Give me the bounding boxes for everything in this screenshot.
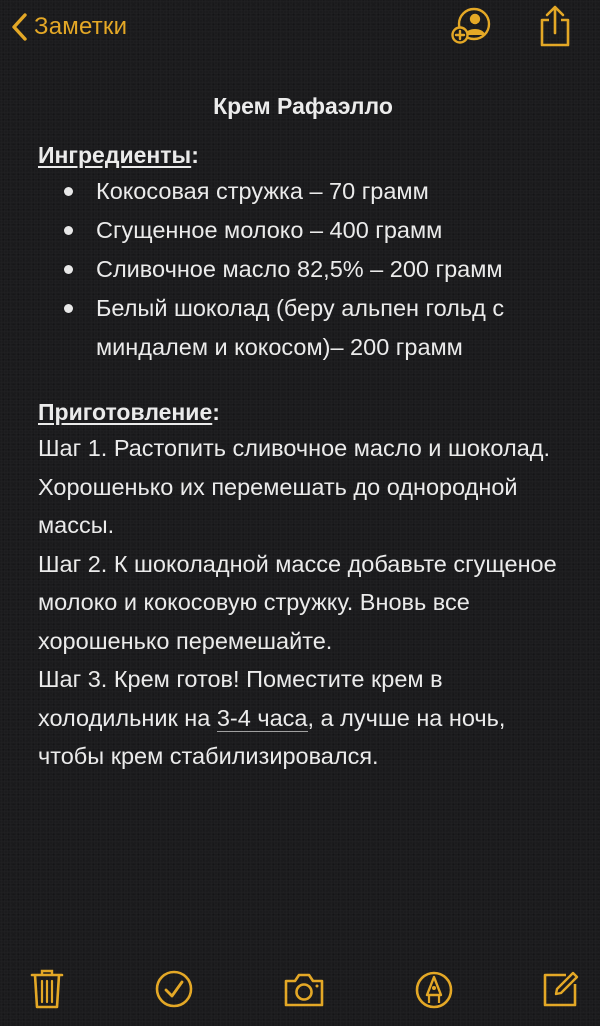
back-label: Заметки [34, 13, 128, 40]
preparation-heading [38, 397, 578, 427]
bottom-toolbar [0, 960, 600, 1020]
preparation-heading-colon: : [212, 399, 220, 425]
step-1: Шаг 1. Растопить сливочное масло и шоколад. Хорошенько их перемешать до однородной массы. [38, 435, 551, 538]
back-button[interactable] [10, 9, 127, 45]
camera-icon[interactable] [281, 970, 327, 1010]
step-3-text-end: , а лучше на ночь, чтобы крем стабилизировался. [38, 704, 506, 769]
step-2: Шаг 2. К шоколадной массе добавьте сгущеное молоко и кокосовую стружку. Вновь все хорошенько перемешайте. [38, 550, 557, 654]
trash-icon[interactable] [28, 966, 66, 1012]
list-item: Кокосовая стружка – 70 грамм [38, 172, 578, 211]
time-link[interactable]: 3-4 часа [216, 704, 308, 731]
list-item: Белый шоколад (беру альпен гольд с миндалем и кокосом)– 200 грамм [38, 289, 578, 367]
chevron-left-icon [10, 12, 30, 42]
ingredients-heading-text: Ингредиенты [38, 142, 192, 168]
checkmark-circle-icon[interactable] [153, 968, 195, 1010]
note-title: Крем Рафаэлло [213, 93, 393, 119]
compose-icon[interactable] [540, 968, 582, 1010]
share-icon[interactable] [535, 4, 575, 48]
navigation-bar [0, 0, 600, 56]
ingredients-heading-colon: : [191, 142, 199, 168]
preparation-heading-text: Приготовление [38, 399, 213, 425]
step-3 [38, 660, 578, 776]
step-3-text-start: Шаг 3. Крем готов! Поместите крем в холодильник на [38, 666, 443, 731]
list-item: Сливочное масло 82,5% – 200 грамм [38, 250, 578, 289]
ingredients-list [38, 172, 578, 367]
add-person-icon[interactable] [448, 6, 496, 46]
pen-circle-icon[interactable] [412, 968, 456, 1012]
note-body[interactable] [38, 88, 578, 776]
list-item: Сгущенное молоко – 400 грамм [38, 211, 578, 250]
preparation-steps [38, 429, 578, 776]
ingredients-heading [38, 140, 578, 170]
